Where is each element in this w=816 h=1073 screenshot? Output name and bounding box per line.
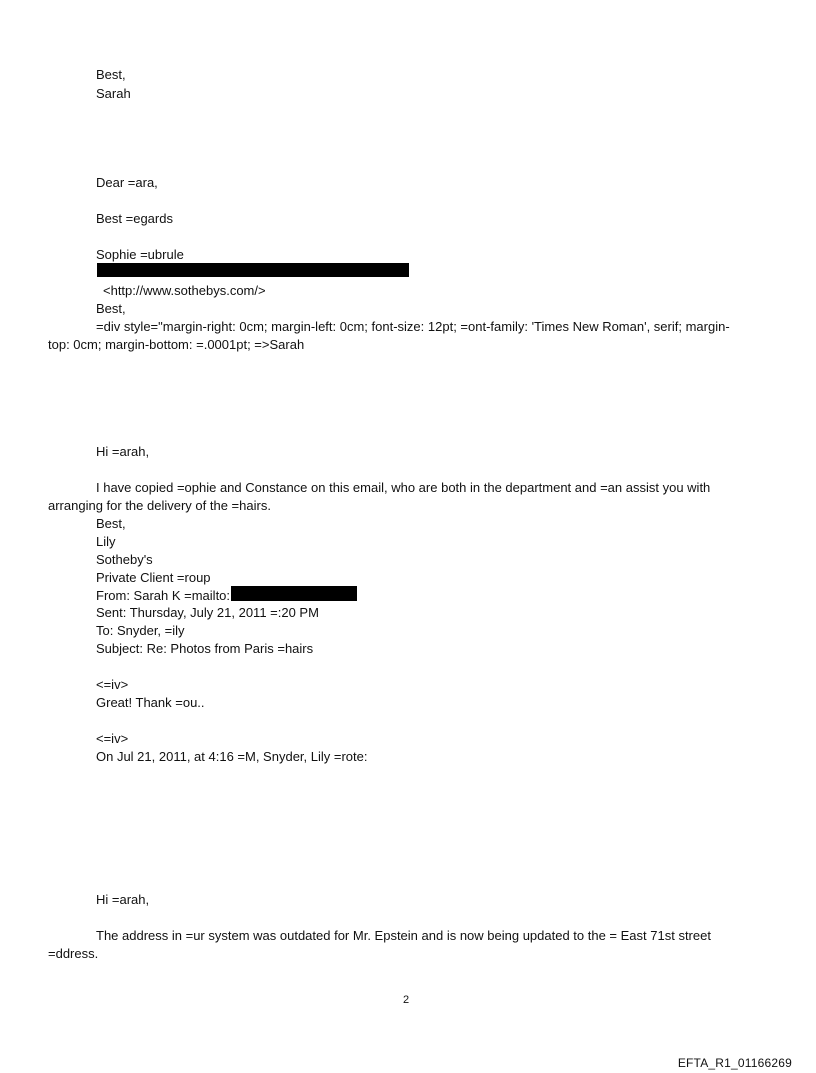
body-paragraph-continued: arranging for the delivery of the =hairs. [48, 498, 271, 513]
signature-lily: Lily [96, 534, 116, 549]
closing-best-regards: Best =egards [96, 211, 173, 226]
header-sent: Sent: Thursday, July 21, 2011 =:20 PM [96, 605, 319, 620]
closing-best: Best, [96, 67, 126, 82]
html-style-fragment: =div style="margin-right: 0cm; margin-left: 0cm; font-size: 12pt; =ont-family: 'Times New Roman', serif; margin- [96, 319, 730, 334]
signature-sophie: Sophie =ubrule [96, 247, 184, 262]
html-div-fragment: <=iv> [96, 677, 129, 692]
bates-number: EFTA_R1_01166269 [677, 1056, 792, 1070]
redaction-box [97, 263, 409, 277]
greeting-hi: Hi =arah, [96, 892, 150, 907]
signature-department: Private Client =roup [96, 570, 211, 585]
redaction-box [231, 586, 357, 601]
signature-sarah: Sarah [96, 86, 131, 101]
signature-company: Sotheby's [96, 552, 153, 567]
header-to: To: Snyder, =ily [96, 623, 185, 638]
quoted-header: On Jul 21, 2011, at 4:16 =M, Snyder, Lily =rote: [96, 749, 368, 764]
header-from: From: Sarah K =mailto: [96, 588, 231, 603]
page-number: 2 [403, 994, 410, 1006]
greeting-hi: Hi =arah, [96, 444, 150, 459]
closing-best: Best, [96, 516, 126, 531]
header-subject: Subject: Re: Photos from Paris =hairs [96, 641, 314, 656]
sothebys-link[interactable]: <http://www.sothebys.com/> [103, 283, 266, 298]
body-paragraph-continued: =ddress. [48, 946, 99, 961]
closing-best: Best, [96, 301, 126, 316]
body-paragraph: I have copied =ophie and Constance on this email, who are both in the department and =an assist you with [96, 480, 711, 495]
greeting-dear: Dear =ara, [96, 175, 158, 190]
html-div-fragment: <=iv> [96, 731, 129, 746]
reply-text: Great! Thank =ou.. [96, 695, 205, 710]
body-paragraph: The address in =ur system was outdated for Mr. Epstein and is now being updated to the = East 71st street [96, 928, 711, 943]
html-style-fragment-continued: top: 0cm; margin-bottom: =.0001pt; =>Sarah [48, 337, 305, 352]
